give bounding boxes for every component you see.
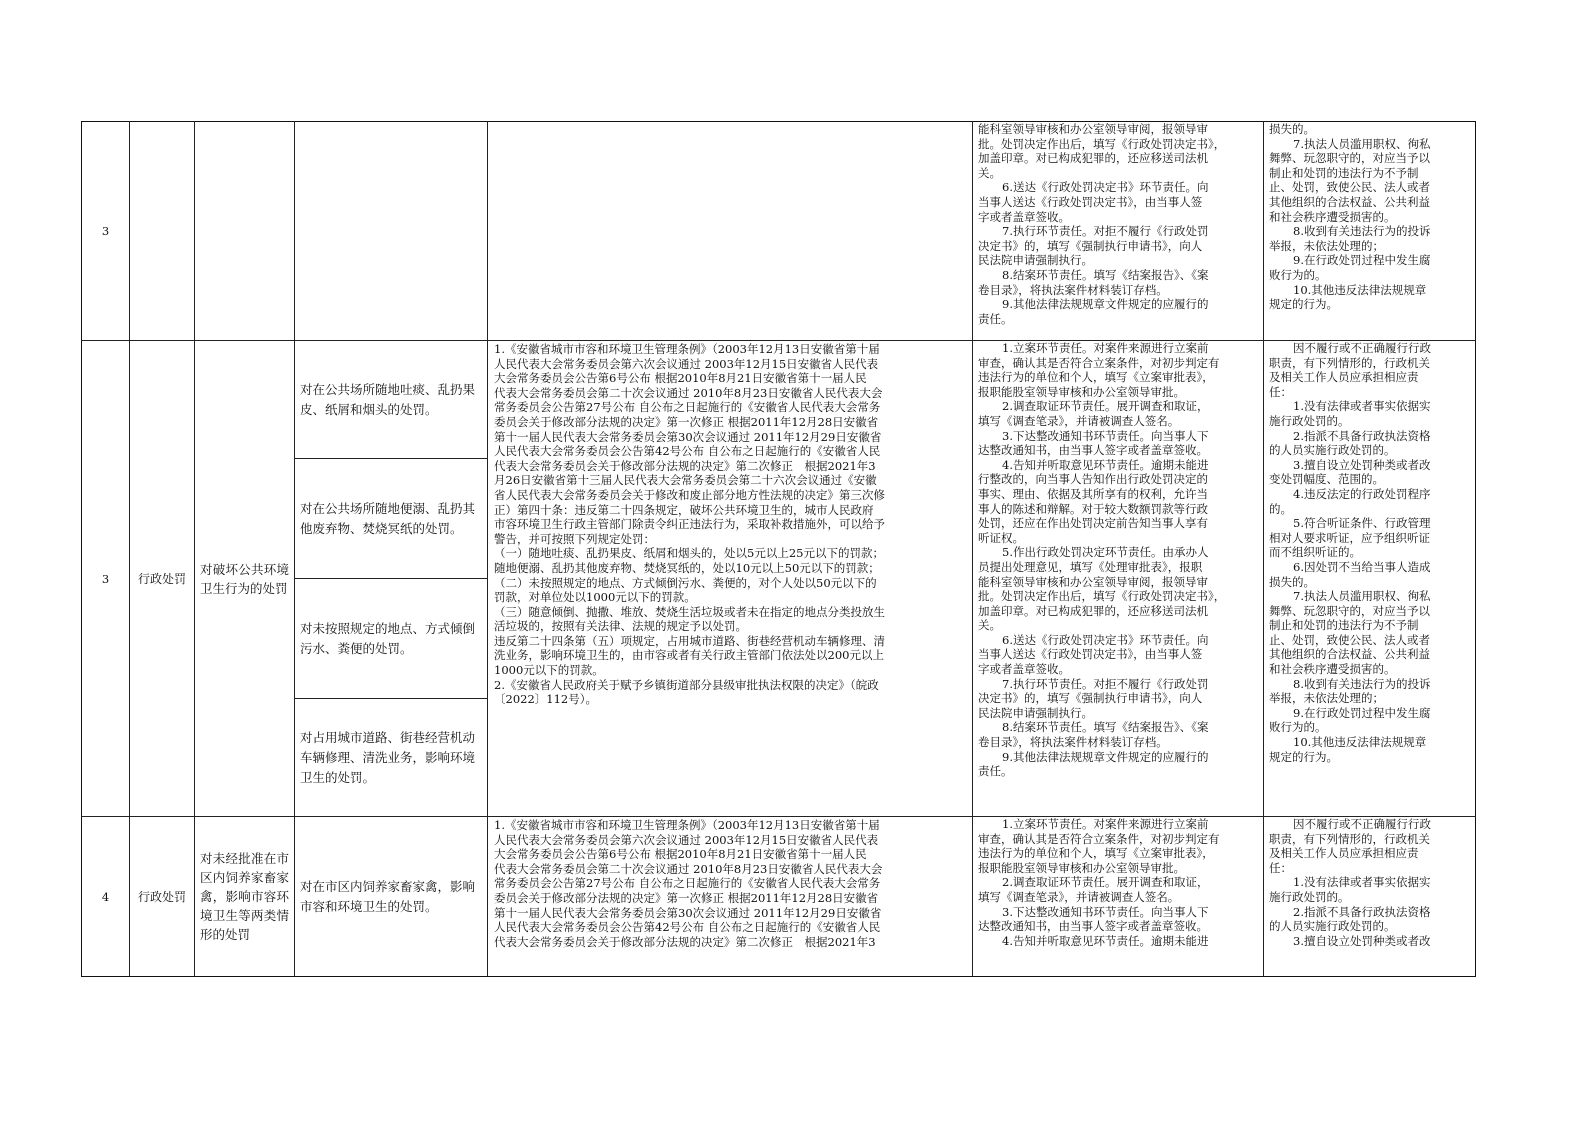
text-line: 1.《安徽省城市市容和环境卫生管理条例》（2003年12月13日安徽省第十届 <box>494 342 880 356</box>
text-line: 3.擅自设立处罚种类或者改 <box>1293 933 1431 948</box>
table-row <box>82 122 1476 341</box>
text-line: 6.送达《行政处罚决定书》环节责任。向 <box>1002 632 1209 647</box>
text-line: 关。 <box>978 618 1001 633</box>
text-line: 及相关工作人员应承担相应责 <box>1269 846 1419 861</box>
text-line: 第十一届人民代表大会常务委员会第30次会议通过 2011年12月29日安徽省 <box>494 905 882 920</box>
text-line: 批。处罚决定作出后，填写《行政处罚决定书》， <box>978 136 1226 151</box>
text-line: 市容环境卫生行政主管部门除责令纠正违法行为，采取补救措施外，可以给予 <box>494 517 885 532</box>
text-line: 警告，并可按照下列规定处罚： <box>494 531 655 546</box>
responsibility-items <box>973 122 1264 341</box>
sub-item: 对未按照规定的地点、方式倾倒污水、粪便的处罚。 <box>295 579 488 699</box>
text-line: 3.擅自设立处罚种类或者改 <box>1293 457 1431 472</box>
text-line: 活垃圾的，按照有关法律、法规的规定予以处罚。 <box>494 619 747 634</box>
text-line: 7.执法人员滥用职权、徇私 <box>1293 136 1431 151</box>
text-line: 6.因处罚不当给当事人造成 <box>1293 559 1431 574</box>
text-line: 败行为的。 <box>1269 267 1327 282</box>
text-line: 和社会秩序遭受损害的。 <box>1269 662 1396 677</box>
responsibility-items <box>973 341 1264 817</box>
text-line: 人民代表大会常务委员会第六次会议通过 2003年12月15日安徽省人民代表 <box>494 832 879 847</box>
text-line: 4.告知并听取意见环节责任。逾期未能进 <box>1002 457 1209 472</box>
power-category: 行政处罚 <box>130 341 195 817</box>
text-line: 能科室领导审核和办公室领导审阅，报领导审 <box>978 122 1208 136</box>
text-line: 3.下达整改通知书环节责任。向当事人下 <box>1002 904 1209 919</box>
text-line: 损失的。 <box>1269 574 1315 589</box>
table-row <box>82 817 1476 977</box>
text-line: 6.送达《行政处罚决定书》环节责任。向 <box>1002 180 1209 195</box>
accountability-items <box>1264 817 1476 977</box>
text-line: 的人员实施行政处罚的。 <box>1269 443 1396 458</box>
text-line: 人民代表大会常务委员会公告第42号公布 自公布之日起施行的《安徽省人民 <box>494 444 881 459</box>
text-line: 举报，未依法处理的； <box>1269 691 1384 706</box>
text-line: 报职能股室领导审核和办公室领导审批。 <box>978 860 1185 875</box>
legal-basis <box>488 817 973 977</box>
text-line: 听证权。 <box>978 530 1024 545</box>
text-line: 2.《安徽省人民政府关于赋予乡镇街道部分县级审批执法权限的决定》（皖政 <box>494 677 879 692</box>
text-line: 关。 <box>978 165 1001 180</box>
text-line: 正）第四十条：违反第二十四条规定，破坏公共环境卫生的，城市人民政府 <box>494 502 874 517</box>
text-line: 止、处罚，致使公民、法人或者 <box>1269 180 1430 195</box>
power-category <box>130 122 195 341</box>
text-line: 第十一届人民代表大会常务委员会第30次会议通过 2011年12月29日安徽省 <box>494 429 882 444</box>
text-line: 10.其他违反法律法规规章 <box>1293 282 1427 297</box>
text-line: 施行政处罚的。 <box>1269 889 1350 904</box>
text-line: 当事人送达《行政处罚决定书》，由当事人签 <box>978 647 1203 662</box>
text-line: 2.指派不具备行政执法资格 <box>1293 428 1431 443</box>
text-line: 和社会秩序遭受损害的。 <box>1269 209 1396 224</box>
text-line: 损失的。 <box>1269 122 1315 136</box>
text-line: 审查，确认其是否符合立案条件，对初步判定有 <box>978 355 1220 370</box>
responsibility-items <box>973 817 1264 977</box>
legal-basis <box>488 341 973 817</box>
text-line: 其他组织的合法权益、公共利益 <box>1269 647 1430 662</box>
text-line: 8.结案环节责任。填写《结案报告》、《案 <box>1002 720 1209 735</box>
legal-basis <box>488 122 973 341</box>
text-line: 施行政处罚的。 <box>1269 413 1350 428</box>
text-line: 职责，有下列情形的，行政机关 <box>1269 831 1430 846</box>
row-number: 4 <box>82 817 130 977</box>
text-line: 填写《调查笔录》，并请被调查人签名。 <box>978 413 1180 428</box>
text-line: 人民代表大会常务委员会第六次会议通过 2003年12月15日安徽省人民代表 <box>494 356 879 371</box>
text-line: 决定书》的，填写《强制执行申请书》，向人 <box>978 691 1203 706</box>
text-line: 事人的陈述和辩解。对于较大数额罚款等行政 <box>978 501 1208 516</box>
text-line: 1.立案环节责任。对案件来源进行立案前 <box>1002 817 1209 831</box>
row-number: 3 <box>82 122 130 341</box>
text-line: 填写《调查笔录》，并请被调查人签名。 <box>978 889 1180 904</box>
text-line: 败行为的。 <box>1269 720 1327 735</box>
text-line: 5.符合听证条件、行政管理 <box>1293 516 1431 531</box>
text-line: 委员会关于修改部分法规的决定》第一次修正 根据2011年12月28日安徽省 <box>494 414 879 429</box>
text-line: 〔2022〕112号）。 <box>494 692 597 707</box>
text-line: （二）未按照规定的地点、方式倾倒污水、粪便的，对个人处以50元以下的 <box>494 575 877 590</box>
text-line: （三）随意倾倒、抛撒、堆放、焚烧生活垃圾或者未在指定的地点分类投放生 <box>494 604 885 619</box>
text-line: 大会常务委员会公告第6号公布 根据2010年8月21日安徽省第十一届人民 <box>494 371 867 386</box>
row-number: 3 <box>82 341 130 817</box>
table-row <box>82 341 1476 459</box>
power-category: 行政处罚 <box>130 817 195 977</box>
text-line: 1000元以下的罚款。 <box>494 663 604 678</box>
power-item <box>195 122 295 341</box>
text-line: 的人员实施行政处罚的。 <box>1269 919 1396 934</box>
text-line: 批。处罚决定作出后，填写《行政处罚决定书》， <box>978 589 1226 604</box>
text-line: 违法行为的单位和个人，填写《立案审批表》， <box>978 846 1214 861</box>
text-line: 1.《安徽省城市市容和环境卫生管理条例》（2003年12月13日安徽省第十届 <box>494 818 880 832</box>
text-line: 职责，有下列情形的，行政机关 <box>1269 355 1430 370</box>
text-line: 责任。 <box>978 764 1013 779</box>
text-line: 洗业务，影响环境卫生的，由市容或者有关行政主管部门依法处以200元以上 <box>494 648 884 663</box>
power-item: 对未经批准在市区内饲养家畜家禽，影响市容环境卫生等两类情形的处罚 <box>195 817 295 977</box>
text-line: 8.收到有关违法行为的投诉 <box>1293 224 1431 239</box>
text-line: 3.下达整改通知书环节责任。向当事人下 <box>1002 428 1209 443</box>
text-line: 止、处罚，致使公民、法人或者 <box>1269 632 1430 647</box>
text-line: 2.指派不具备行政执法资格 <box>1293 904 1431 919</box>
text-line: 审查，确认其是否符合立案条件，对初步判定有 <box>978 831 1220 846</box>
text-line: 随地便溺、乱扔其他废弃物、焚烧冥纸的，处以10元以上50元以下的罚款； <box>494 560 880 575</box>
text-line: 月26日安徽省第十三届人民代表大会常务委员会第二十六次会议通过《安徽 <box>494 473 877 488</box>
text-line: 处罚，还应在作出处罚决定前告知当事人享有 <box>978 516 1208 531</box>
text-line: 9.其他法律法规规章文件规定的应履行的 <box>1002 749 1209 764</box>
accountability-items <box>1264 341 1476 817</box>
text-line: 达整改通知书，由当事人签字或者盖章签收。 <box>978 919 1208 934</box>
text-line: （一）随地吐痰、乱扔果皮、纸屑和烟头的，处以5元以上25元以下的罚款； <box>494 546 884 561</box>
text-line: 常务委员会公告第27号公布 自公布之日起施行的《安徽省人民代表大会常务 <box>494 400 881 415</box>
text-line: 7.执法人员滥用职权、徇私 <box>1293 589 1431 604</box>
text-line: 7.执行环节责任。对拒不履行《行政处罚 <box>1002 676 1209 691</box>
text-line: 字或者盖章签收。 <box>978 662 1070 677</box>
text-line: 10.其他违反法律法规规章 <box>1293 735 1427 750</box>
text-line: 制止和处罚的违法行为不予制 <box>1269 165 1419 180</box>
text-line: 舞弊、玩忽职守的，对应当予以 <box>1269 151 1430 166</box>
text-line: 字或者盖章签收。 <box>978 209 1070 224</box>
text-line: 代表大会常务委员会关于修改部分法规的决定》第二次修正 根据2021年3 <box>494 934 876 949</box>
text-line: 任： <box>1269 860 1292 875</box>
text-line: 9.在行政处罚过程中发生腐 <box>1293 253 1431 268</box>
text-line: 1.立案环节责任。对案件来源进行立案前 <box>1002 341 1209 355</box>
sub-item: 对在公共场所随地便溺、乱扔其他废弃物、焚烧冥纸的处罚。 <box>295 459 488 579</box>
text-line: 加盖印章。对已构成犯罪的，还应移送司法机 <box>978 603 1208 618</box>
text-line: 能科室领导审核和办公室领导审阅，报领导审 <box>978 574 1208 589</box>
text-line: 民法院申请强制执行。 <box>978 253 1093 268</box>
text-line: 4.告知并听取意见环节责任。逾期未能进 <box>1002 933 1209 948</box>
sub-item <box>295 122 488 341</box>
text-line: 因不履行或不正确履行行政 <box>1293 341 1431 355</box>
text-line: 7.执行环节责任。对拒不履行《行政处罚 <box>1002 224 1209 239</box>
text-line: 决定书》的，填写《强制执行申请书》，向人 <box>978 238 1203 253</box>
text-line: 1.没有法律或者事实依据实 <box>1293 399 1431 414</box>
text-line: 2.调查取证环节责任。展开调查和取证， <box>1002 875 1209 890</box>
text-line: 省人民代表大会常务委员会关于修改和废止部分地方性法规的决定》第三次修 <box>494 487 885 502</box>
text-line: 事实、理由、依据及其所享有的权利，允许当 <box>978 486 1208 501</box>
text-line: 及相关工作人员应承担相应责 <box>1269 370 1419 385</box>
text-line: 违法行为的单位和个人，填写《立案审批表》， <box>978 370 1214 385</box>
text-line: 加盖印章。对已构成犯罪的，还应移送司法机 <box>978 151 1208 166</box>
text-line: 的。 <box>1269 501 1292 516</box>
text-line: 罚款，对单位处以1000元以下的罚款。 <box>494 590 696 605</box>
text-line: 而不组织听证的。 <box>1269 545 1361 560</box>
text-line: 达整改通知书，由当事人签字或者盖章签收。 <box>978 443 1208 458</box>
text-line: 9.其他法律法规规章文件规定的应履行的 <box>1002 297 1209 312</box>
text-line: 因不履行或不正确履行行政 <box>1293 817 1431 831</box>
text-line: 举报，未依法处理的； <box>1269 238 1384 253</box>
text-line: 制止和处罚的违法行为不予制 <box>1269 618 1419 633</box>
sub-item: 对在公共场所随地吐痰、乱扔果皮、纸屑和烟头的处罚。 <box>295 341 488 459</box>
text-line: 卷目录》，将执法案件材料装订存档。 <box>978 735 1168 750</box>
text-line: 行整改的，向当事人告知作出行政处罚决定的 <box>978 472 1208 487</box>
text-line: 8.收到有关违法行为的投诉 <box>1293 676 1431 691</box>
sub-item: 对占用城市道路、街巷经营机动车辆修理、清洗业务，影响环境卫生的处罚。 <box>295 699 488 817</box>
text-line: 员提出处理意见，填写《处理审批表》，报职 <box>978 559 1203 574</box>
power-item: 对破坏公共环境卫生行为的处罚 <box>195 341 295 817</box>
sub-item: 对在市区内饲养家畜家禽，影响市容和环境卫生的处罚。 <box>295 817 488 977</box>
text-line: 舞弊、玩忽职守的，对应当予以 <box>1269 603 1430 618</box>
text-line: 民法院申请强制执行。 <box>978 705 1093 720</box>
text-line: 违反第二十四条第（五）项规定，占用城市道路、街巷经营机动车辆修理、清 <box>494 633 885 648</box>
accountability-items <box>1264 122 1476 341</box>
text-line: 委员会关于修改部分法规的决定》第一次修正 根据2011年12月28日安徽省 <box>494 890 879 905</box>
text-line: 任： <box>1269 384 1292 399</box>
text-line: 8.结案环节责任。填写《结案报告》、《案 <box>1002 267 1209 282</box>
text-line: 代表大会常务委员会第二十次会议通过 2010年8月23日安徽省人民代表大会 <box>494 861 883 876</box>
text-line: 1.没有法律或者事实依据实 <box>1293 875 1431 890</box>
text-line: 变处罚幅度、范围的。 <box>1269 472 1384 487</box>
text-line: 2.调查取证环节责任。展开调查和取证， <box>1002 399 1209 414</box>
text-line: 9.在行政处罚过程中发生腐 <box>1293 705 1431 720</box>
text-line: 当事人送达《行政处罚决定书》，由当事人签 <box>978 194 1203 209</box>
text-line: 相对人要求听证，应予组织听证 <box>1269 530 1430 545</box>
text-line: 人民代表大会常务委员会公告第42号公布 自公布之日起施行的《安徽省人民 <box>494 920 881 935</box>
text-line: 代表大会常务委员会第二十次会议通过 2010年8月23日安徽省人民代表大会 <box>494 385 883 400</box>
power-list-table <box>81 121 1476 977</box>
text-line: 代表大会常务委员会关于修改部分法规的决定》第二次修正 根据2021年3 <box>494 458 876 473</box>
text-line: 其他组织的合法权益、公共利益 <box>1269 194 1430 209</box>
text-line: 责任。 <box>978 311 1013 326</box>
text-line: 报职能股室领导审核和办公室领导审批。 <box>978 384 1185 399</box>
text-line: 5.作出行政处罚决定环节责任。由承办人 <box>1002 545 1209 560</box>
text-line: 大会常务委员会公告第6号公布 根据2010年8月21日安徽省第十一届人民 <box>494 847 867 862</box>
text-line: 卷目录》，将执法案件材料装订存档。 <box>978 282 1168 297</box>
text-line: 规定的行为。 <box>1269 749 1338 764</box>
text-line: 规定的行为。 <box>1269 297 1338 312</box>
text-line: 常务委员会公告第27号公布 自公布之日起施行的《安徽省人民代表大会常务 <box>494 876 881 891</box>
text-line: 4.违反法定的行政处罚程序 <box>1293 486 1431 501</box>
